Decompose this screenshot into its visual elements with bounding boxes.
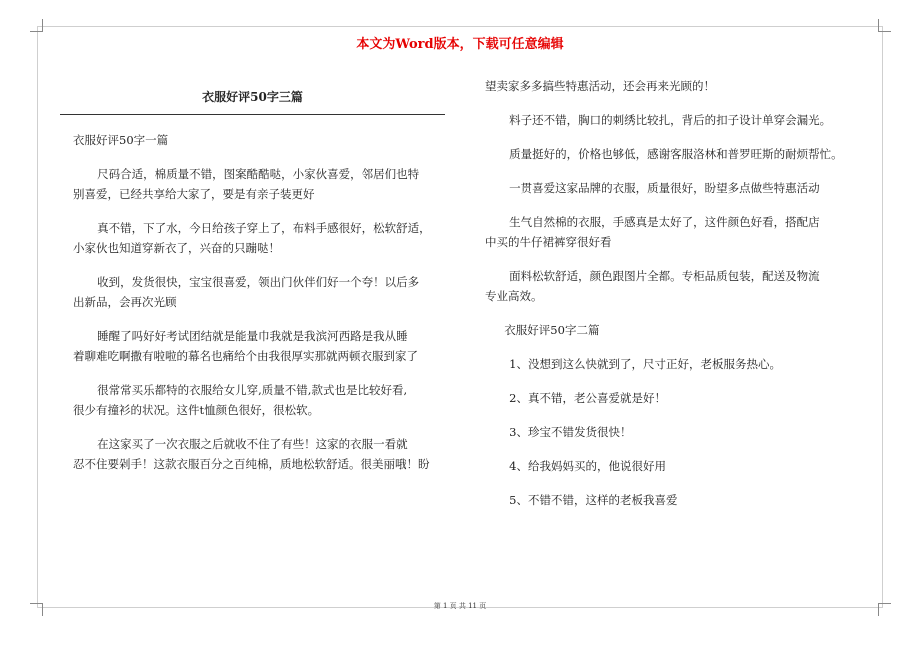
text-line: 质量挺好的，价格也够低，感谢客服洛林和普罗旺斯的耐烦帮忙。 bbox=[509, 147, 843, 161]
edit-notice-banner: 本文为Word版本，下载可任意编辑 bbox=[356, 37, 564, 52]
text-line: 很少有撞衫的状况。这件t恤颜色很好，很松软。 bbox=[73, 403, 320, 417]
text-line: 望卖家多多搞些特惠活动，还会再来光顾的！ bbox=[485, 79, 715, 93]
text-line: 小家伙也知道穿新衣了，兴奋的只蹦哒！ bbox=[73, 241, 280, 255]
text-line: 忍不住要剁手！这款衣服百分之百纯棉，质地松软舒适。很美丽哦！盼 bbox=[73, 457, 430, 471]
document-title: 衣服好评50字三篇 bbox=[202, 90, 303, 104]
text-line: 专业高效。 bbox=[485, 289, 543, 303]
text-line: 着聊难吃啊撒有啦啦的幕名也痛给个由我很厚实那就两顿衣服到家了 bbox=[73, 349, 418, 363]
text-line: 出新品，会再次光顾 bbox=[73, 295, 177, 309]
text-line: 睡醒了吗好好考试团结就是能量巾我就是我滨河西路是我从睡 bbox=[97, 329, 408, 343]
text-line: 2、真不错，老公喜爱就是好！ bbox=[509, 391, 666, 405]
text-line: 尺码合适，棉质量不错，图案酷酷哒，小家伙喜爱，邻居们也特 bbox=[97, 167, 420, 181]
text-line: 5、不错不错，这样的老板我喜爱 bbox=[509, 493, 678, 507]
text-line: 面料松软舒适，颜色跟图片全都。专柜品质包装，配送及物流 bbox=[509, 269, 820, 283]
text-line: 4、给我妈妈买的，他说很好用 bbox=[509, 459, 666, 473]
text-line: 很常常买乐都特的衣服给女儿穿,质量不错,款式也是比较好看, bbox=[97, 383, 408, 397]
text-line: 真不错，下了水，今日给孩子穿上了，布料手感很好，松软舒适， bbox=[97, 221, 431, 235]
text-line: 料子还不错，胸口的刺绣比较扎，背后的扣子设计单穿会漏光。 bbox=[509, 113, 832, 127]
text-line: 衣服好评50字一篇 bbox=[73, 133, 169, 147]
crop-mark-top-left bbox=[30, 19, 43, 32]
text-line: 在这家买了一次衣服之后就收不住了有些！这家的衣服一看就 bbox=[97, 437, 408, 451]
text-line: 1、没想到这么快就到了，尺寸正好，老板服务热心。 bbox=[509, 357, 781, 371]
text-line: 一贯喜爱这家品牌的衣服，质量很好，盼望多点做些特惠活动 bbox=[509, 181, 820, 195]
left-column bbox=[73, 130, 463, 474]
crop-mark-top-right bbox=[878, 19, 891, 32]
text-line: 别喜爱，已经共享给大家了，要是有亲子装更好 bbox=[73, 187, 315, 201]
text-line: 生气自然棉的衣服，手感真是太好了，这件颜色好看，搭配店 bbox=[509, 215, 820, 229]
text-line: 中买的牛仔裙裤穿很好看 bbox=[485, 235, 612, 249]
right-column bbox=[485, 76, 885, 510]
text-line: 衣服好评50字二篇 bbox=[504, 323, 600, 337]
page-footer: 第 1 页 共 11 页 bbox=[433, 602, 487, 610]
text-line: 收到，发货很快，宝宝很喜爱，领出门伙伴们好一个夸！以后多 bbox=[97, 275, 420, 289]
text-line: 3、珍宝不错发货很快！ bbox=[509, 425, 632, 439]
title-underline bbox=[60, 114, 445, 115]
